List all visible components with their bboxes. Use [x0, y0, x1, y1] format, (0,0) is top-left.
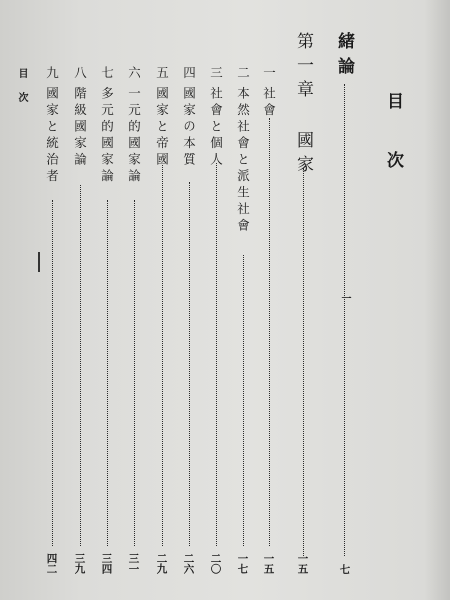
toc-entry-label: 國家と帝國	[154, 86, 170, 169]
toc-entry-label: 一元的國家論	[126, 86, 142, 186]
toc-entry-4[interactable]	[182, 66, 195, 169]
toc-intro-page: 七	[338, 564, 351, 575]
toc-extra-mark: 一	[339, 293, 350, 303]
toc-entry-leader	[162, 165, 163, 546]
toc-entry-leader	[80, 185, 81, 546]
toc-entry-number: 三	[208, 66, 224, 83]
toc-entry-number: 六	[126, 66, 142, 83]
toc-entry-leader	[243, 255, 244, 546]
toc-entry-label: 國家と統治者	[44, 86, 60, 186]
toc-entry-number: 二	[235, 66, 251, 83]
toc-entry-label: 國家の本質	[181, 86, 197, 169]
toc-entry-page: 二九	[155, 553, 168, 574]
toc-entry-9[interactable]	[45, 66, 58, 186]
toc-entry-1[interactable]	[262, 66, 275, 120]
toc-entry-number: 八	[72, 66, 88, 83]
toc-entry-number: 五	[154, 66, 170, 83]
margin-mark	[38, 252, 40, 272]
toc-entry-page: 四二	[45, 553, 58, 574]
toc-entry-number: 一	[261, 66, 277, 83]
toc-entry-page: 三九	[73, 553, 86, 574]
toc-entry-2[interactable]	[236, 66, 249, 235]
toc-entry-leader	[269, 118, 270, 546]
toc-entry-label: 階級國家論	[72, 86, 88, 169]
toc-chapter-page: 一五	[296, 553, 309, 574]
toc-entry-number: 七	[99, 66, 115, 83]
toc-entry-3[interactable]	[209, 66, 222, 169]
toc-entry-label: 社會	[261, 86, 277, 120]
toc-entry-label: 多元的國家論	[99, 86, 115, 186]
toc-entry-page: 二六	[182, 553, 195, 574]
toc-chapter-leader	[303, 168, 304, 556]
toc-entry-7[interactable]	[100, 66, 113, 186]
toc-entry-page: 一七	[236, 553, 249, 574]
toc-entry-8[interactable]	[73, 66, 86, 169]
toc-entry-number: 四	[181, 66, 197, 83]
toc-chapter-label[interactable]: 第一章 國家	[293, 32, 313, 179]
toc-entry-number: 九	[44, 66, 60, 83]
toc-intro-label[interactable]: 緒論	[334, 32, 354, 82]
toc-entry-leader	[107, 200, 108, 546]
toc-entry-leader	[216, 163, 217, 546]
toc-entry-label: 社會と個人	[208, 86, 224, 169]
toc-intro-leader	[344, 84, 345, 556]
toc-entry-page: 一五	[262, 553, 275, 574]
toc-entry-label: 本然社會と派生社會	[235, 86, 251, 235]
toc-entry-leader	[52, 200, 53, 546]
toc-entry-6[interactable]	[127, 66, 140, 186]
toc-entry-page: 二〇	[209, 553, 222, 574]
running-header: 目次	[16, 68, 27, 116]
toc-entry-leader	[189, 182, 190, 546]
toc-entry-5[interactable]	[155, 66, 168, 169]
toc-entry-leader	[134, 200, 135, 546]
toc-entry-page: 三一	[127, 553, 140, 574]
page-title: 目次	[383, 92, 403, 210]
toc-entry-page: 三四	[100, 553, 113, 574]
